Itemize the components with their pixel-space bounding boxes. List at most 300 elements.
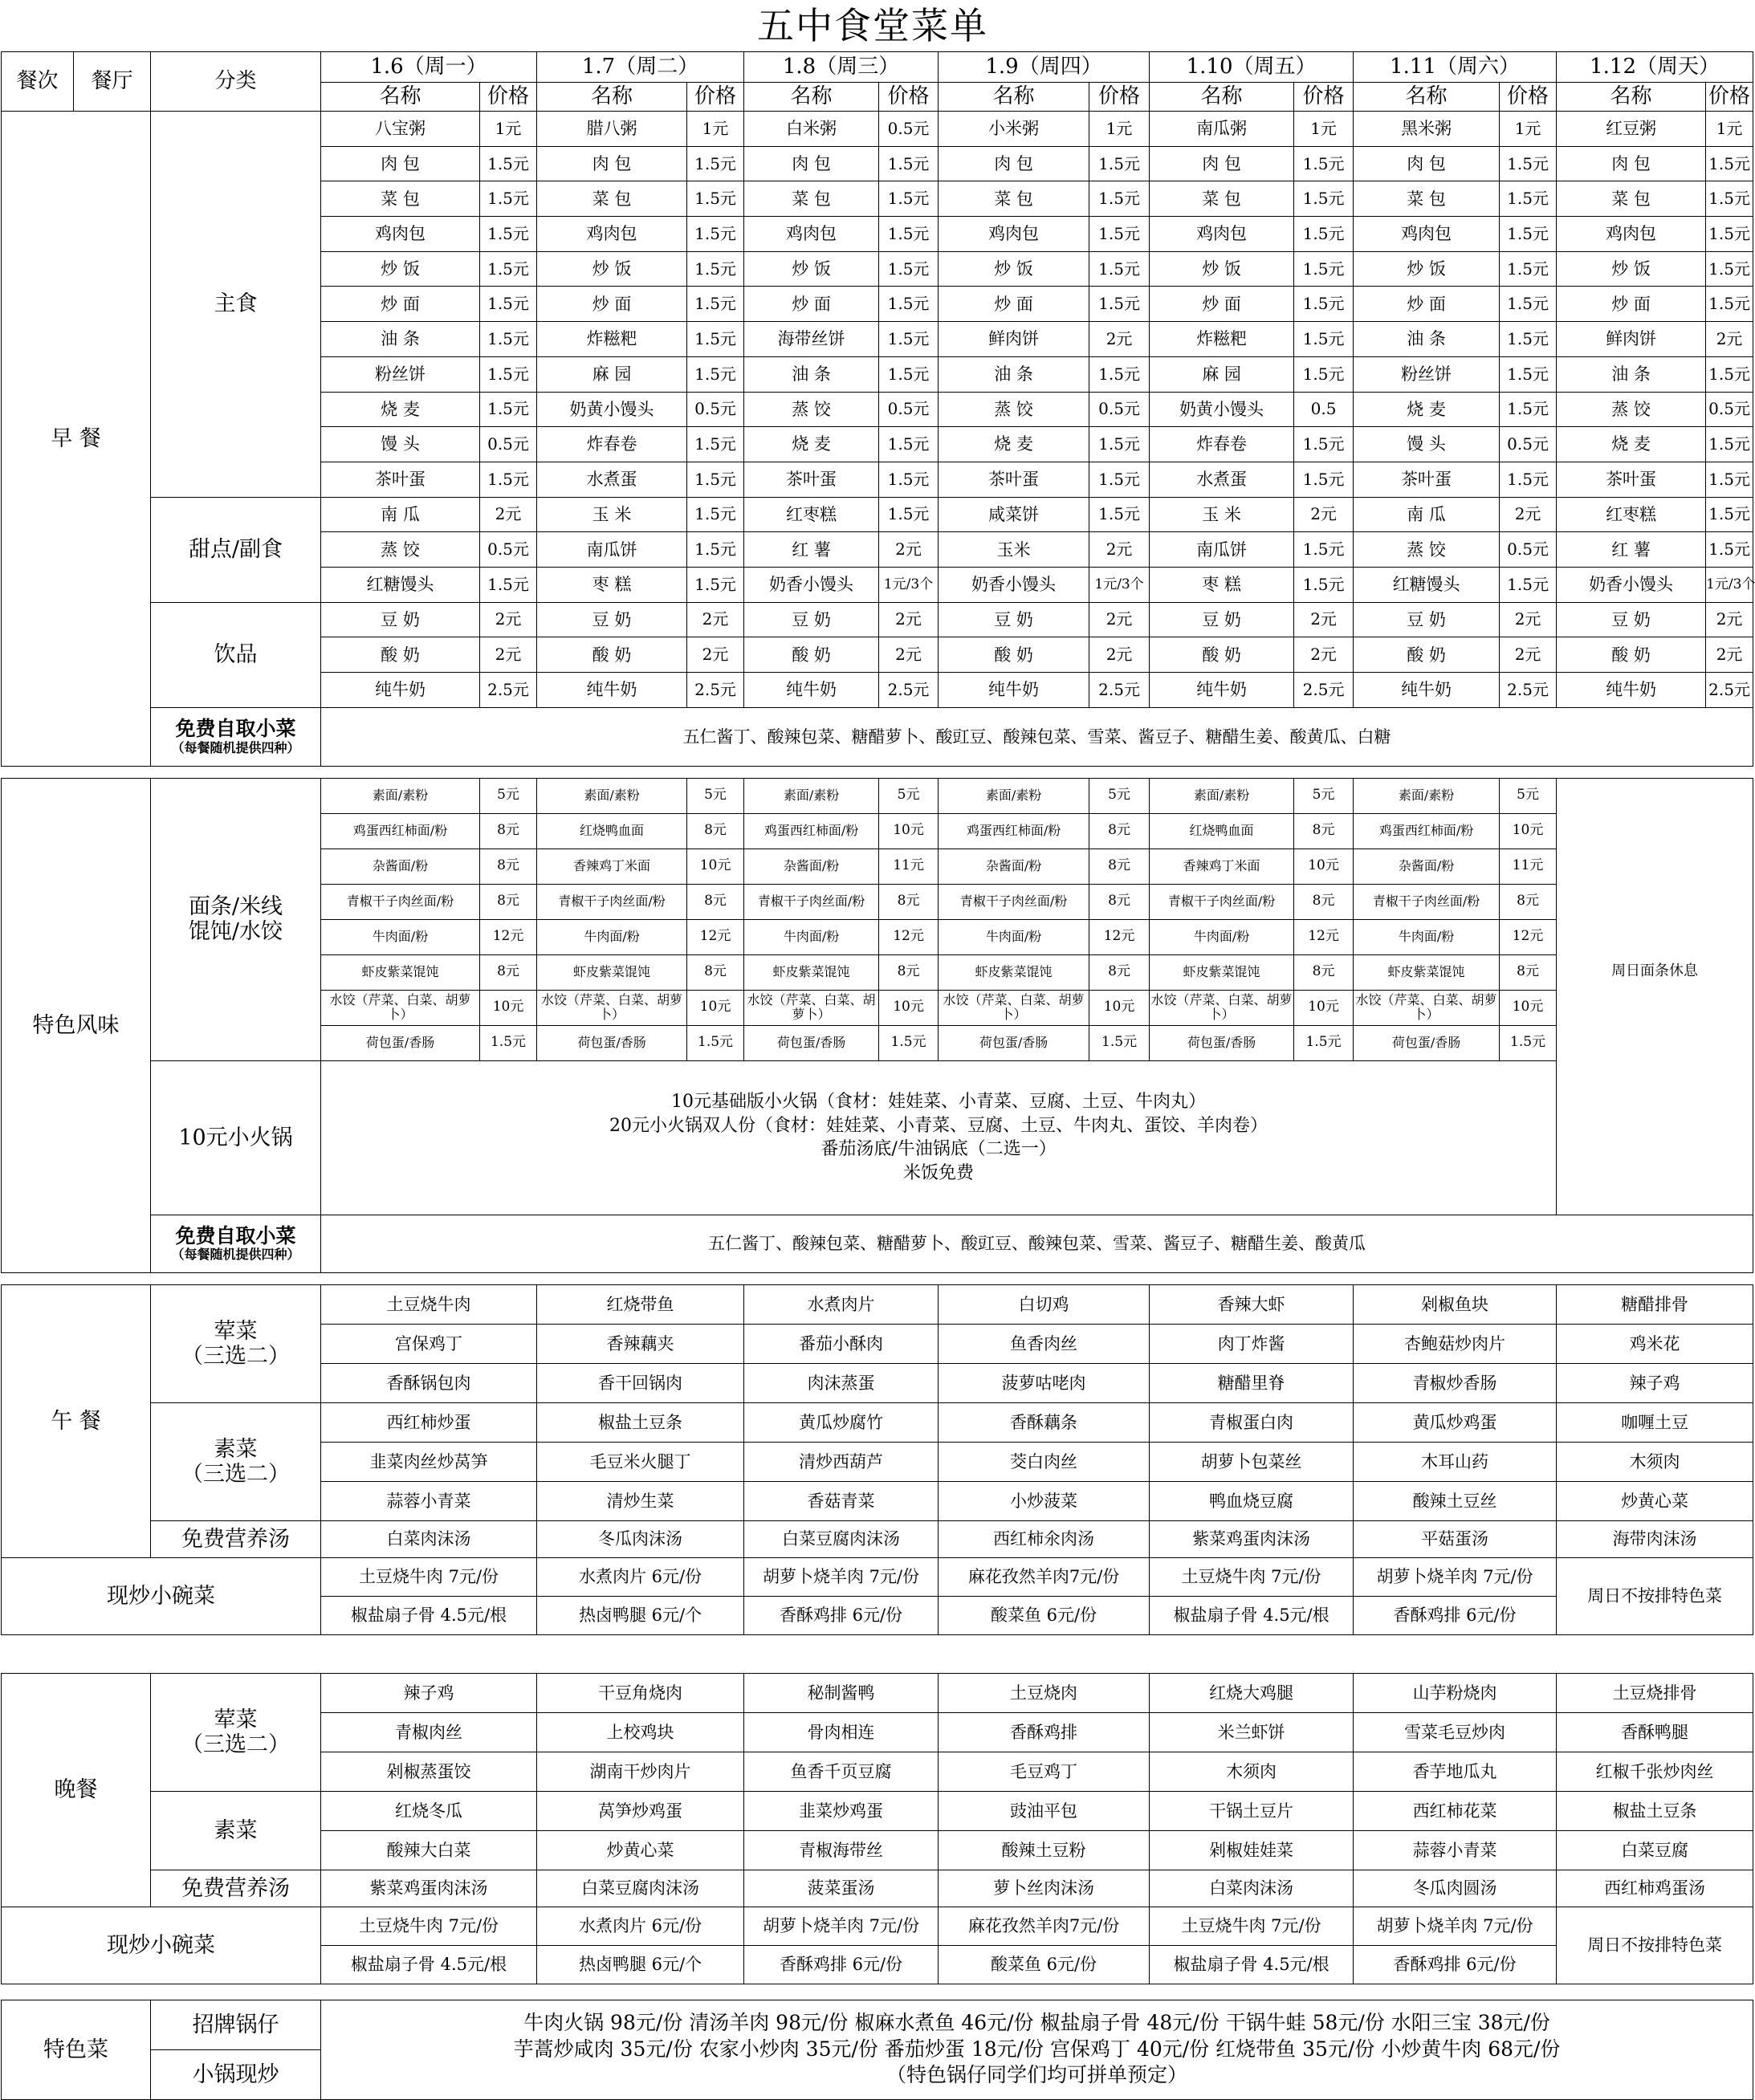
dish-price: 1.5元 xyxy=(480,217,537,252)
dish-price: 2.5元 xyxy=(1294,673,1354,708)
free-sides-label: 免费自取小菜 （每餐随机提供四种） xyxy=(151,707,321,766)
dish-name: 荷包蛋/香肠 xyxy=(537,1025,687,1060)
dish-name: 酸菜鱼 6元/份 xyxy=(939,1596,1150,1634)
dish-name: 椒盐扇子骨 4.5元/根 xyxy=(1150,1596,1354,1634)
dish-price: 8元 xyxy=(1294,813,1354,849)
dish-price: 2.5元 xyxy=(480,673,537,708)
dish-name: 油 条 xyxy=(1557,356,1706,392)
featured-row xyxy=(2,2000,1753,2049)
dish-name: 牛肉面/粉 xyxy=(939,919,1089,954)
category-label: 免费营养汤 xyxy=(151,1520,321,1557)
dish-name: 鱼香千页豆腐 xyxy=(744,1752,939,1791)
dish-name: 烧 麦 xyxy=(1557,427,1706,462)
dish-name: 炒 面 xyxy=(1354,287,1500,322)
dish-price: 1.5元 xyxy=(1089,287,1150,322)
dish-name: 青椒干子肉丝面/粉 xyxy=(1150,884,1294,919)
dish-name: 红烧带鱼 xyxy=(537,1284,744,1324)
dish-name: 西红柿炒蛋 xyxy=(321,1402,537,1442)
header-price: 价格 xyxy=(480,83,537,112)
dish-price: 1.5元 xyxy=(1500,322,1557,357)
dish-name: 菜 包 xyxy=(939,181,1089,217)
dish-price: 1.5元 xyxy=(1706,462,1753,497)
dish-price: 12元 xyxy=(1500,919,1557,954)
dish-name: 咖喱土豆 xyxy=(1557,1402,1753,1442)
dish-name: 蒜蓉小青菜 xyxy=(1354,1830,1557,1870)
lunch-meat-row xyxy=(2,1284,1753,1324)
dish-price: 8元 xyxy=(480,813,537,849)
special-hotpot-row xyxy=(2,1060,1753,1215)
dish-name: 炒 面 xyxy=(744,287,879,322)
dish-name: 烧 麦 xyxy=(744,427,879,462)
dish-name: 鲜肉饼 xyxy=(939,322,1089,357)
dish-price: 10元 xyxy=(1294,990,1354,1025)
page-title: 五中食堂菜单 xyxy=(757,4,988,47)
dish-name: 鸭血烧豆腐 xyxy=(1150,1481,1354,1520)
header-day: 1.11（周六） xyxy=(1354,52,1557,83)
dish-name: 椒盐扇子骨 4.5元/根 xyxy=(321,1945,537,1984)
header-name: 名称 xyxy=(1354,83,1500,112)
dinner-small-row xyxy=(2,1907,1753,1945)
dish-price: 1.5元 xyxy=(879,322,939,357)
dish-name: 黄瓜炒腐竹 xyxy=(744,1402,939,1442)
dish-name: 馒 头 xyxy=(321,427,480,462)
dish-name: 香酥鸭腿 xyxy=(1557,1712,1753,1752)
dish-name: 虾皮紫菜馄饨 xyxy=(1150,954,1294,990)
dish-price: 2元 xyxy=(1089,637,1150,673)
dish-name: 素面/素粉 xyxy=(744,778,879,813)
dish-name: 青椒干子肉丝面/粉 xyxy=(537,884,687,919)
dish-name: 纯牛奶 xyxy=(939,673,1089,708)
header-price: 价格 xyxy=(687,83,744,112)
dish-price: 0.5元 xyxy=(879,112,939,147)
dish-price: 1.5元 xyxy=(1294,287,1354,322)
dinner-meat-row xyxy=(2,1673,1753,1712)
dish-price: 1.5元 xyxy=(879,287,939,322)
dish-name: 麻花孜然羊肉7元/份 xyxy=(939,1907,1150,1945)
soup-name: 白菜豆腐肉沫汤 xyxy=(537,1870,744,1907)
dish-name: 青椒炒香肠 xyxy=(1354,1363,1557,1402)
dish-price: 2.5元 xyxy=(1706,673,1753,708)
dish-price: 10元 xyxy=(687,990,744,1025)
dish-price: 12元 xyxy=(1294,919,1354,954)
dish-name: 鸡蛋西红柿面/粉 xyxy=(1354,813,1500,849)
dish-name: 豆 奶 xyxy=(1557,602,1706,637)
dish-name: 荷包蛋/香肠 xyxy=(1354,1025,1500,1060)
dish-name: 鸡肉包 xyxy=(1150,217,1294,252)
dish-price: 1.5元 xyxy=(1089,356,1150,392)
dish-price: 1元 xyxy=(1500,112,1557,147)
dish-price: 8元 xyxy=(1294,954,1354,990)
dish-name: 肉 包 xyxy=(1150,146,1294,181)
dish-price: 1.5元 xyxy=(879,146,939,181)
breakfast-row xyxy=(2,602,1753,637)
dish-price: 1.5元 xyxy=(1500,356,1557,392)
dish-name: 木须肉 xyxy=(1557,1442,1753,1481)
dish-price: 5元 xyxy=(1500,778,1557,813)
header-day: 1.12（周天） xyxy=(1557,52,1753,83)
dish-name: 炒 面 xyxy=(321,287,480,322)
dish-price: 1.5元 xyxy=(1294,427,1354,462)
dish-name: 肉沫蒸蛋 xyxy=(744,1363,939,1402)
soup-name: 冬瓜肉圆汤 xyxy=(1354,1870,1557,1907)
dish-price: 1元 xyxy=(687,112,744,147)
dish-name: 炒黄心菜 xyxy=(1557,1481,1753,1520)
category-label: 荤菜 （三选二） xyxy=(151,1284,321,1402)
dish-name: 烧 麦 xyxy=(321,392,480,427)
dish-name: 茶叶蛋 xyxy=(1557,462,1706,497)
dish-name: 南瓜饼 xyxy=(1150,532,1294,568)
gap xyxy=(2,1984,1753,2000)
dish-name: 胡萝卜包菜丝 xyxy=(1150,1442,1354,1481)
dish-price: 1元 xyxy=(1294,112,1354,147)
separator xyxy=(2,1272,1753,1284)
dish-name: 香酥鸡排 6元/份 xyxy=(744,1596,939,1634)
dish-name: 青椒海带丝 xyxy=(744,1830,939,1870)
dish-name: 雪菜毛豆炒肉 xyxy=(1354,1712,1557,1752)
dish-name: 椒盐土豆条 xyxy=(1557,1791,1753,1830)
dish-price: 10元 xyxy=(480,990,537,1025)
dish-price: 2.5元 xyxy=(687,673,744,708)
dish-name: 豆 奶 xyxy=(1150,602,1294,637)
dish-name: 毛豆鸡丁 xyxy=(939,1752,1150,1791)
dish-name: 虾皮紫菜馄饨 xyxy=(1354,954,1500,990)
dish-name: 热卤鸭腿 6元/个 xyxy=(537,1945,744,1984)
dish-name: 酸辣土豆粉 xyxy=(939,1830,1150,1870)
dish-price: 1.5元 xyxy=(687,181,744,217)
dish-name: 红烧冬瓜 xyxy=(321,1791,537,1830)
dish-price: 1.5元 xyxy=(687,532,744,568)
dish-price: 8元 xyxy=(687,954,744,990)
dish-price: 1.5元 xyxy=(879,181,939,217)
dish-name: 剁椒蒸蛋饺 xyxy=(321,1752,537,1791)
dish-name: 青椒肉丝 xyxy=(321,1712,537,1752)
dish-name: 玉 米 xyxy=(1150,497,1294,532)
dish-name: 纯牛奶 xyxy=(321,673,480,708)
header-name: 名称 xyxy=(321,83,480,112)
header-day: 1.6（周一） xyxy=(321,52,537,83)
dish-name: 素面/素粉 xyxy=(939,778,1089,813)
special-noodle-row xyxy=(2,778,1753,813)
dish-price: 8元 xyxy=(879,954,939,990)
dinner-veg-row xyxy=(2,1791,1753,1830)
dish-price: 10元 xyxy=(1294,849,1354,884)
dish-name: 炒 饭 xyxy=(1557,251,1706,287)
category-label: 10元小火锅 xyxy=(151,1060,321,1215)
dish-name: 青椒干子肉丝面/粉 xyxy=(744,884,879,919)
separator xyxy=(2,766,1753,778)
dish-name: 水饺（芹菜、白菜、胡萝卜） xyxy=(744,990,879,1025)
dish-price: 11元 xyxy=(1500,849,1557,884)
dish-name: 茶叶蛋 xyxy=(321,462,480,497)
dish-price: 8元 xyxy=(1294,884,1354,919)
dish-price: 2元 xyxy=(879,532,939,568)
dish-price: 1.5元 xyxy=(879,497,939,532)
dish-price: 1.5元 xyxy=(1500,217,1557,252)
dish-name: 酸 奶 xyxy=(321,637,480,673)
dish-price: 10元 xyxy=(1089,990,1150,1025)
dish-name: 红豆粥 xyxy=(1557,112,1706,147)
category-label: 小锅现炒 xyxy=(151,2049,321,2099)
dish-name: 炒 饭 xyxy=(744,251,879,287)
dish-name: 杏鲍菇炒肉片 xyxy=(1354,1324,1557,1363)
dish-price: 2元 xyxy=(1706,322,1753,357)
dish-price: 1.5元 xyxy=(480,146,537,181)
dish-name: 纯牛奶 xyxy=(744,673,879,708)
dish-name: 牛肉面/粉 xyxy=(744,919,879,954)
dish-price: 1.5元 xyxy=(480,392,537,427)
category-label: 荤菜 （三选二） xyxy=(151,1673,321,1791)
dish-price: 10元 xyxy=(1500,990,1557,1025)
soup-name: 冬瓜肉沫汤 xyxy=(537,1520,744,1557)
dish-price: 1.5元 xyxy=(687,567,744,602)
dish-name: 粉丝饼 xyxy=(321,356,480,392)
dish-name: 热卤鸭腿 6元/个 xyxy=(537,1596,744,1634)
dish-price: 1.5元 xyxy=(879,251,939,287)
dish-name: 杂酱面/粉 xyxy=(321,849,480,884)
dish-name: 黄瓜炒鸡蛋 xyxy=(1354,1402,1557,1442)
dish-name: 清炒西葫芦 xyxy=(744,1442,939,1481)
header-day: 1.10（周五） xyxy=(1150,52,1354,83)
header-name: 名称 xyxy=(537,83,687,112)
dish-name: 炒 面 xyxy=(537,287,687,322)
dish-name: 炸春卷 xyxy=(537,427,687,462)
dish-name: 香酥鸡排 6元/份 xyxy=(744,1945,939,1984)
dish-price: 1.5元 xyxy=(480,356,537,392)
dish-name: 玉 米 xyxy=(537,497,687,532)
dish-name: 枣 糕 xyxy=(537,567,687,602)
category-label: 素菜 （三选二） xyxy=(151,1402,321,1520)
dish-name: 炸糍粑 xyxy=(1150,322,1294,357)
dish-name: 海带丝饼 xyxy=(744,322,879,357)
dish-name: 韭菜炒鸡蛋 xyxy=(744,1791,939,1830)
dish-name: 南瓜饼 xyxy=(537,532,687,568)
dish-price: 0.5元 xyxy=(480,532,537,568)
dish-name: 胡萝卜烧羊肉 7元/份 xyxy=(1354,1557,1557,1596)
dish-name: 西红柿花菜 xyxy=(1354,1791,1557,1830)
dish-name: 香干回锅肉 xyxy=(537,1363,744,1402)
dish-name: 南 瓜 xyxy=(321,497,480,532)
meal-special: 特色风味 xyxy=(2,778,151,1272)
dish-price: 1.5元 xyxy=(1294,146,1354,181)
dish-price: 1.5元 xyxy=(1294,356,1354,392)
dinner-soup-row xyxy=(2,1870,1753,1907)
dish-name: 菜 包 xyxy=(1354,181,1500,217)
dish-name: 红 薯 xyxy=(744,532,879,568)
dish-name: 剁椒娃娃菜 xyxy=(1150,1830,1354,1870)
category-label: 招牌锅仔 xyxy=(151,2000,321,2049)
dish-name: 杂酱面/粉 xyxy=(939,849,1089,884)
dish-name: 酸 奶 xyxy=(1354,637,1500,673)
dish-price: 2.5元 xyxy=(879,673,939,708)
dish-name: 上校鸡块 xyxy=(537,1712,744,1752)
dish-name: 椒盐扇子骨 4.5元/根 xyxy=(321,1596,537,1634)
dish-price: 1.5元 xyxy=(1706,181,1753,217)
dish-name: 红烧鸭血面 xyxy=(1150,813,1294,849)
dish-price: 0.5元 xyxy=(1706,392,1753,427)
dish-price: 1元/3个 xyxy=(879,567,939,602)
dish-price: 1.5元 xyxy=(687,462,744,497)
dish-price: 8元 xyxy=(1089,884,1150,919)
dish-price: 8元 xyxy=(879,884,939,919)
sunday-note: 周日不按排特色菜 xyxy=(1557,1557,1753,1634)
dish-name: 鸡肉包 xyxy=(537,217,687,252)
dish-name: 素面/素粉 xyxy=(321,778,480,813)
dish-price: 0.5元 xyxy=(1500,532,1557,568)
dish-name: 椒盐土豆条 xyxy=(537,1402,744,1442)
dish-name: 南 瓜 xyxy=(1354,497,1500,532)
dish-name: 鸡蛋西红柿面/粉 xyxy=(939,813,1089,849)
soup-name: 紫菜鸡蛋肉沫汤 xyxy=(1150,1520,1354,1557)
soup-name: 白菜肉沫汤 xyxy=(1150,1870,1354,1907)
soup-name: 平菇蛋汤 xyxy=(1354,1520,1557,1557)
dish-name: 豆 奶 xyxy=(744,602,879,637)
menu-table xyxy=(1,51,1753,2100)
header-day: 1.7（周二） xyxy=(537,52,744,83)
dish-price: 1.5元 xyxy=(480,287,537,322)
dish-name: 牛肉面/粉 xyxy=(321,919,480,954)
dish-price: 0.5元 xyxy=(687,392,744,427)
header-category: 分类 xyxy=(151,52,321,112)
dish-name: 炸春卷 xyxy=(1150,427,1294,462)
dish-name: 鲜肉饼 xyxy=(1557,322,1706,357)
dish-name: 素面/素粉 xyxy=(537,778,687,813)
dish-price: 1.5元 xyxy=(687,287,744,322)
header-hall: 餐厅 xyxy=(74,52,151,112)
separator xyxy=(2,1634,1753,1673)
dish-name: 肉 包 xyxy=(1557,146,1706,181)
dish-price: 1.5元 xyxy=(1500,287,1557,322)
dish-name: 粉丝饼 xyxy=(1354,356,1500,392)
dish-price: 1.5元 xyxy=(1089,497,1150,532)
dish-name: 鱼香肉丝 xyxy=(939,1324,1150,1363)
dish-name: 鸡蛋西红柿面/粉 xyxy=(744,813,879,849)
dish-price: 2元 xyxy=(879,602,939,637)
dish-price: 2元 xyxy=(480,637,537,673)
dish-price: 2元 xyxy=(879,637,939,673)
dish-price: 1.5元 xyxy=(1294,532,1354,568)
header-price: 价格 xyxy=(879,83,939,112)
dish-name: 土豆烧牛肉 7元/份 xyxy=(321,1557,537,1596)
dish-price: 1.5元 xyxy=(1089,146,1150,181)
dish-name: 胡萝卜烧羊肉 7元/份 xyxy=(1354,1907,1557,1945)
dish-name: 玉米 xyxy=(939,532,1089,568)
dish-name: 糖醋排骨 xyxy=(1557,1284,1753,1324)
gap xyxy=(2,1634,1753,1673)
dish-name: 炸糍粑 xyxy=(537,322,687,357)
dish-name: 荷包蛋/香肠 xyxy=(744,1025,879,1060)
dish-name: 牛肉面/粉 xyxy=(537,919,687,954)
dish-price: 1.5元 xyxy=(1294,462,1354,497)
breakfast-row xyxy=(2,112,1753,147)
dish-name: 酸 奶 xyxy=(1557,637,1706,673)
dish-name: 辣子鸡 xyxy=(1557,1363,1753,1402)
dish-name: 胡萝卜烧羊肉 7元/份 xyxy=(744,1907,939,1945)
hotpot-text: 10元基础版小火锅（食材：娃娃菜、小青菜、豆腐、土豆、牛肉丸） 20元小火锅双人份（食材：娃娃菜、小青菜、豆腐、土豆、牛肉丸、蛋饺、羊肉卷） 番茄汤底/牛油锅底（二选一） 米饭免费 xyxy=(321,1060,1557,1215)
dish-name: 米兰虾饼 xyxy=(1150,1712,1354,1752)
dish-name: 木耳山药 xyxy=(1354,1442,1557,1481)
dish-name: 鸡肉包 xyxy=(321,217,480,252)
dish-price: 8元 xyxy=(1500,954,1557,990)
dish-price: 5元 xyxy=(687,778,744,813)
soup-name: 白菜豆腐肉沫汤 xyxy=(744,1520,939,1557)
soup-name: 西红柿氽肉汤 xyxy=(939,1520,1150,1557)
header-meal: 餐次 xyxy=(2,52,74,112)
category-label: 现炒小碗菜 xyxy=(2,1907,321,1984)
dish-price: 2元 xyxy=(1294,497,1354,532)
dish-name: 油 条 xyxy=(744,356,879,392)
dish-name: 油 条 xyxy=(321,322,480,357)
featured-text: 牛肉火锅 98元/份 清汤羊肉 98元/份 椒麻水煮鱼 46元/份 椒盐扇子骨 48元/份 干锅牛蛙 58元/份 水阳三宝 38元/份 芋蒿炒咸肉 35元/份 农家小炒肉 35元/份 番茄炒蛋 18元/份 宫保鸡丁 40元/份 红烧带鱼 35元/份 小炒黄牛肉 68元/份 （特色锅仔同学们均可拼单预定） xyxy=(321,2000,1753,2099)
dish-price: 0.5元 xyxy=(480,427,537,462)
dish-name: 香辣鸡丁米面 xyxy=(1150,849,1294,884)
dish-price: 2元 xyxy=(1706,602,1753,637)
dish-price: 10元 xyxy=(879,990,939,1025)
dish-name: 纯牛奶 xyxy=(1150,673,1294,708)
dish-price: 1元 xyxy=(1089,112,1150,147)
gap xyxy=(2,1272,1753,1284)
dish-name: 油 条 xyxy=(939,356,1089,392)
dish-name: 牛肉面/粉 xyxy=(1354,919,1500,954)
dish-name: 土豆烧牛肉 7元/份 xyxy=(321,1907,537,1945)
dish-name: 鸡肉包 xyxy=(744,217,879,252)
dish-price: 2元 xyxy=(480,497,537,532)
dish-name: 杂酱面/粉 xyxy=(1354,849,1500,884)
dish-price: 8元 xyxy=(1089,954,1150,990)
dish-price: 1.5元 xyxy=(1706,251,1753,287)
dish-price: 12元 xyxy=(687,919,744,954)
dish-name: 香酥鸡排 6元/份 xyxy=(1354,1596,1557,1634)
dish-name: 清炒生菜 xyxy=(537,1481,744,1520)
dish-name: 水饺（芹菜、白菜、胡萝卜） xyxy=(1354,990,1500,1025)
dish-name: 骨肉相连 xyxy=(744,1712,939,1752)
dish-price: 5元 xyxy=(1089,778,1150,813)
dish-price: 2元 xyxy=(1294,637,1354,673)
dish-name: 麻 园 xyxy=(1150,356,1294,392)
dish-price: 10元 xyxy=(687,849,744,884)
dish-name: 豉油平包 xyxy=(939,1791,1150,1830)
dish-price: 1.5元 xyxy=(480,181,537,217)
dish-price: 2元 xyxy=(1500,602,1557,637)
dish-name: 鸡肉包 xyxy=(1354,217,1500,252)
dish-name: 咸菜饼 xyxy=(939,497,1089,532)
dish-price: 2元 xyxy=(1089,602,1150,637)
dish-price: 1.5元 xyxy=(1706,146,1753,181)
dish-name: 蒸 饺 xyxy=(1354,532,1500,568)
separator xyxy=(2,1984,1753,2000)
dish-name: 麻花孜然羊肉7元/份 xyxy=(939,1557,1150,1596)
dish-name: 青椒干子肉丝面/粉 xyxy=(1354,884,1500,919)
dish-name: 鸡米花 xyxy=(1557,1324,1753,1363)
dish-name: 酸 奶 xyxy=(537,637,687,673)
dish-name: 秘制酱鸭 xyxy=(744,1673,939,1712)
dish-name: 红椒千张炒肉丝 xyxy=(1557,1752,1753,1791)
dish-name: 八宝粥 xyxy=(321,112,480,147)
category-label: 饮品 xyxy=(151,602,321,707)
meal-lunch: 午 餐 xyxy=(2,1284,151,1557)
dish-price: 1.5元 xyxy=(1500,392,1557,427)
dish-price: 1.5元 xyxy=(1706,532,1753,568)
dish-name: 酸菜鱼 6元/份 xyxy=(939,1945,1150,1984)
dish-name: 豆 奶 xyxy=(1354,602,1500,637)
dish-price: 0.5元 xyxy=(879,392,939,427)
dish-name: 水饺（芹菜、白菜、胡萝卜） xyxy=(321,990,480,1025)
dish-name: 土豆烧牛肉 7元/份 xyxy=(1150,1557,1354,1596)
dish-name: 湖南干炒肉片 xyxy=(537,1752,744,1791)
dish-name: 香酥藕条 xyxy=(939,1402,1150,1442)
dish-name: 奶香小馒头 xyxy=(939,567,1089,602)
dish-name: 木须肉 xyxy=(1150,1752,1354,1791)
dish-price: 1.5元 xyxy=(879,356,939,392)
